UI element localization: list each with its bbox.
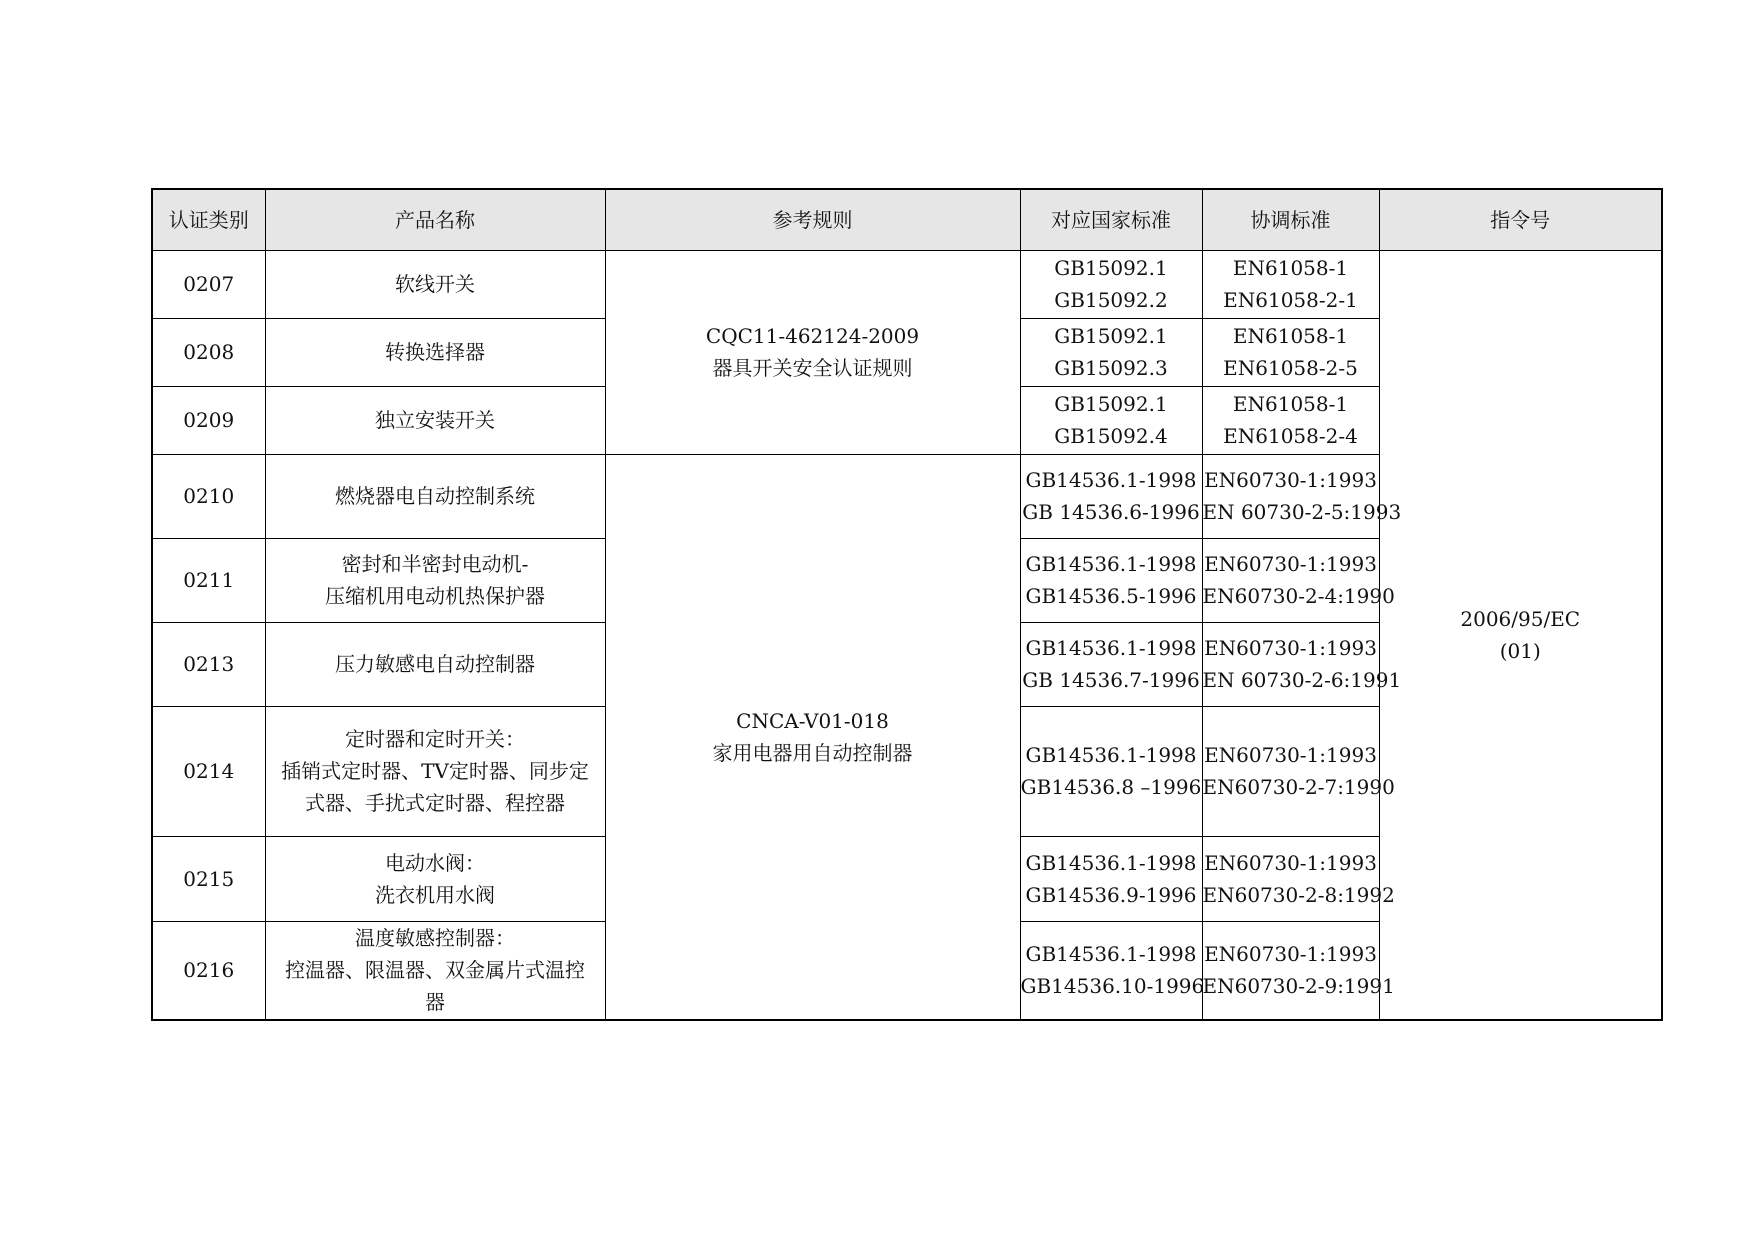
header-national-standard: 对应国家标准	[1020, 189, 1202, 250]
product-name: 压力敏感电自动控制器	[265, 622, 605, 706]
product-name: 软线开关	[265, 250, 605, 318]
rule-code: CQC11-462124-2009	[705, 324, 920, 348]
national-standard: GB14536.1-1998 GB 14536.6-1996	[1020, 454, 1202, 538]
directive-number	[1379, 250, 1662, 1020]
product-name: 定时器和定时开关： 插销式定时器、TV定时器、同步定 式器、手扰式定时器、程控器	[265, 706, 605, 836]
header-rule: 参考规则	[605, 189, 1020, 250]
national-standard: GB14536.1-1998 GB14536.10-1996	[1020, 921, 1202, 1020]
rule-name: 家用电器用自动控制器	[712, 740, 913, 765]
national-standard: GB14536.1-1998 GB14536.8 –1996	[1020, 706, 1202, 836]
product-name: 电动水阀： 洗衣机用水阀	[265, 836, 605, 921]
product-name: 独立安装开关	[265, 386, 605, 454]
certification-table	[151, 188, 1663, 1021]
category-code: 0210	[152, 454, 265, 538]
header-product: 产品名称	[265, 189, 605, 250]
national-standard: GB14536.1-1998 GB 14536.7-1996	[1020, 622, 1202, 706]
directive-sub: (01)	[1499, 638, 1541, 663]
header-directive: 指令号	[1379, 189, 1662, 250]
directive-code: 2006/95/EC	[1460, 606, 1581, 631]
harmonized-standard: EN61058-1 EN61058-2-5	[1202, 318, 1379, 386]
rule-code: CNCA-V01-018	[736, 708, 889, 733]
header-harmonized-standard: 协调标准	[1202, 189, 1379, 250]
national-standard: GB14536.1-1998 GB14536.9-1996	[1020, 836, 1202, 921]
reference-rule	[605, 250, 1020, 454]
harmonized-standard: EN60730-1:1993 EN 60730-2-6:1991	[1202, 622, 1379, 706]
category-code: 0216	[152, 921, 265, 1020]
category-code: 0207	[152, 250, 265, 318]
harmonized-standard: EN60730-1:1993 EN60730-2-8:1992	[1202, 836, 1379, 921]
rule-name: 器具开关安全认证规则	[712, 356, 913, 380]
product-name: 密封和半密封电动机- 压缩机用电动机热保护器	[265, 538, 605, 622]
category-code: 0213	[152, 622, 265, 706]
national-standard: GB15092.1 GB15092.2	[1020, 250, 1202, 318]
header-row	[152, 189, 1662, 250]
category-code: 0211	[152, 538, 265, 622]
product-name: 温度敏感控制器： 控温器、限温器、双金属片式温控 器	[265, 921, 605, 1020]
reference-rule	[605, 454, 1020, 1020]
harmonized-standard: EN61058-1 EN61058-2-4	[1202, 386, 1379, 454]
category-code: 0214	[152, 706, 265, 836]
harmonized-standard: EN60730-1:1993 EN60730-2-9:1991	[1202, 921, 1379, 1020]
harmonized-standard: EN60730-1:1993 EN60730-2-7:1990	[1202, 706, 1379, 836]
category-code: 0209	[152, 386, 265, 454]
category-code: 0215	[152, 836, 265, 921]
national-standard: GB15092.1 GB15092.4	[1020, 386, 1202, 454]
national-standard: GB14536.1-1998 GB14536.5-1996	[1020, 538, 1202, 622]
national-standard: GB15092.1 GB15092.3	[1020, 318, 1202, 386]
table-row	[152, 250, 1662, 318]
product-name: 燃烧器电自动控制系统	[265, 454, 605, 538]
product-name: 转换选择器	[265, 318, 605, 386]
harmonized-standard: EN60730-1:1993 EN 60730-2-5:1993	[1202, 454, 1379, 538]
harmonized-standard: EN60730-1:1993 EN60730-2-4:1990	[1202, 538, 1379, 622]
header-category: 认证类别	[152, 189, 265, 250]
category-code: 0208	[152, 318, 265, 386]
harmonized-standard: EN61058-1 EN61058-2-1	[1202, 250, 1379, 318]
